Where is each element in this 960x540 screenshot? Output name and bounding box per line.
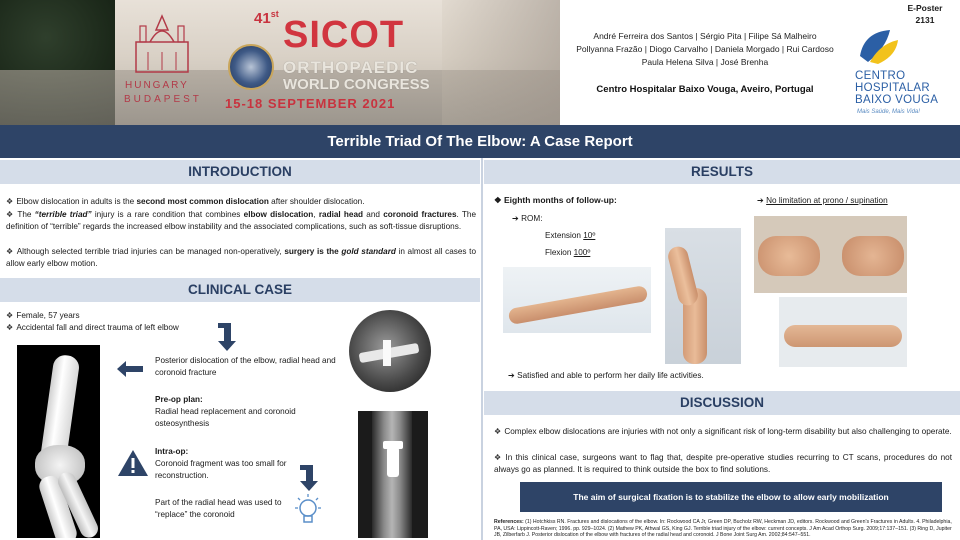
intraop-solution-text: Part of the radial head was used to “replace” the coronoid [155,498,282,519]
results-extension-label: Extension [545,231,584,240]
arrow-left-icon [117,361,143,377]
section-header-discussion: DISCUSSION [484,391,960,415]
bullet-star-icon: ❖ [494,453,503,462]
bullet-star-icon: ❖ [6,197,14,206]
section-header-introduction: INTRODUCTION [0,160,480,184]
authors-line-3: Paula Helena Silva | José Brenha [641,57,769,67]
intro-2-text-i: . The definition of “terrible” regards the increased elbow instability and the associated complications, such as soft-tissue disruptions. [6,210,476,231]
author-list [560,30,850,69]
results-flexion [545,248,590,257]
intro-paragraph-1 [6,196,476,208]
bullet-star-icon: ❖ [6,311,14,320]
case-item-2 [6,322,306,334]
intro-paragraph-2 [6,209,476,232]
right-arrow-icon: ➔ [512,214,522,223]
eposter-id [890,2,960,26]
lightbulb-icon [292,492,324,528]
poster-title: Terrible Triad Of The Elbow: A Case Report [327,133,633,150]
discussion-1-text: Complex elbow dislocations are injuries with not only a significant risk of long-term disability but also challenging to operate. [504,427,952,436]
arrow-down-icon [300,465,318,491]
bullet-star-icon: ❖ [6,210,15,219]
case-diagnosis: Posterior dislocation of the elbow, radial head and coronoid fracture [155,356,336,377]
intro-1-text-b: second most common dislocation [136,197,269,206]
results-rom-text: ROM: [521,214,543,223]
intro-3-text-a: Although selected terrible triad injuries can be managed non-operatively, [16,247,285,256]
bullet-star-icon: ❖ [6,323,14,332]
discussion-2-text: In this clinical case, surgeons want to flag that, despite pre-operative studies recurring to CT scans, procedures do not always go as planned. It is required to think outside the box to find solutions. [494,453,952,474]
banner-country: HUNGARY [125,80,189,91]
intro-3-text-c: gold standard [341,247,396,256]
eposter-label: E-Poster [907,3,943,13]
congress-name: SICOT [283,14,405,56]
intro-1-text-a: Elbow dislocation in adults is the [16,197,137,206]
hospital-logo-icon [856,26,900,66]
hospital-logo-line-3: BAIXO VOUGA [855,94,939,106]
results-satisfied-text: Satisfied and able to perform her daily life activities. [517,371,704,380]
photo-elbow-flexion [665,228,741,364]
arrow-down-icon [218,323,236,351]
results-follow-up-text: Eighth months of follow-up: [503,195,617,205]
bullet-star-icon: ❖ [6,247,14,256]
results-pronosupination [757,195,888,205]
photo-elbow-extension [503,267,651,333]
banner-haze [442,0,560,125]
results-rom [512,213,543,223]
hospital-slogan: Mais Saúde, Mais Vida! [857,109,920,115]
results-prono-text: No limitation at prono / supination [766,196,888,205]
right-arrow-icon: ➔ [757,196,767,205]
congress-edition-number: 41 [254,10,271,27]
results-extension [545,231,595,240]
results-flexion-value: 100º [573,248,591,257]
section-header-results: RESULTS [484,160,960,184]
aim-callout: The aim of surgical fixation is to stabilize the elbow to allow early mobilization [520,482,942,512]
preop-heading: Pre-op plan: [155,395,203,404]
institution: Centro Hospitalar Baixo Vouga, Aveiro, Portugal [596,84,814,95]
congress-subtitle-2: WORLD CONGRESS [283,76,430,93]
intraop-fluoroscopy-image [349,310,431,392]
discussion-paragraph-1 [494,426,952,438]
references-text: (1) Hotchkiss RN. Fractures and dislocations of the elbow. In: Rockwood CA Jr, Green DP, Bucholz RW, Heckman JD, editors. Rockwood and Green's Fractures in Adults. 4. Philadelphia, PA, USA: Lippincott-Raven; 1996. pp. 929–1024. (2) Mathew PK, Athwal GS, King GJ. Terrible triad injury of the elbow: current concepts. J Am Acad Orthop Surg. 2009;17:137–151. (3) Ring D, Jupiter JB, Zilberfarb J. Posterior dislocation of the elbow with fractures of the radial head and coronoid. J Bone Joint Surg Am. 2002;84:547–551. [494,519,952,539]
photo-supination [779,297,907,367]
bullet-star-icon: ❖ [494,427,502,436]
eposter-number: 2131 [915,15,935,25]
hospital-logo-line-2: HOSPITALAR [855,82,930,94]
results-follow-up [494,195,617,206]
intro-2-text-c: injury is a rare condition that combines [91,210,244,219]
references [494,519,954,539]
intro-2-text-f: radial head [318,210,364,219]
column-divider [481,158,483,540]
ct-3d-reconstruction-image [17,345,100,538]
budapest-landmark-icon [132,12,192,74]
intro-3-text-b: surgery is the [284,247,342,256]
intraop-heading: Intra-op: [155,447,189,456]
intro-paragraph-3 [6,246,476,269]
intro-3-text-d: in almost all cases to allow early elbow motion. [6,247,476,268]
section-header-clinical-case: CLINICAL CASE [0,278,480,302]
right-arrow-icon: ➔ [508,371,518,380]
intro-2-text-h: coronoid fractures [383,210,457,219]
authors-line-2: Pollyanna Frazão | Diogo Carvalho | Daniela Morgado | Rui Cardoso [576,44,834,54]
references-label: References: [494,519,524,525]
intro-2-text-e: , [313,210,319,219]
intro-2-text-b: “terrible triad” [34,210,92,219]
congress-edition [254,9,279,27]
photo-pronation [754,216,907,293]
case-item-2-text: Accidental fall and direct trauma of left elbow [16,323,179,332]
intraop-text: Coronoid fragment was too small for reconstruction. [155,459,287,480]
hospital-logo-text [855,70,938,106]
results-flexion-label: Flexion [545,248,574,257]
congress-dates: 15-18 SEPTEMBER 2021 [225,96,396,111]
intro-2-text-a: The [17,210,35,219]
intro-2-text-d: elbow dislocation [243,210,314,219]
case-item-1 [6,310,306,322]
congress-edition-suffix: st [270,9,279,19]
case-item-1-text: Female, 57 years [16,311,80,320]
congress-subtitle-1: ORTHOPAEDIC [283,58,419,77]
discussion-paragraph-2 [494,452,952,475]
postop-xray-image [358,411,428,538]
results-satisfied [508,370,704,380]
bullet-star-icon: ❖ [494,195,504,205]
authors-line-1: André Ferreira dos Santos | Sérgio Pita | Filipe Sá Malheiro [593,31,817,41]
intro-1-text-c: after shoulder dislocation. [268,197,365,206]
warning-icon [117,449,149,477]
results-extension-value: 10º [583,231,596,240]
sicot-emblem-icon [228,44,274,90]
preop-text: Radial head replacement and coronoid osteosynthesis [155,407,296,428]
intro-2-text-g: and [363,210,384,219]
hospital-logo-line-1: CENTRO [855,70,906,82]
banner-city: BUDAPEST [124,94,202,105]
